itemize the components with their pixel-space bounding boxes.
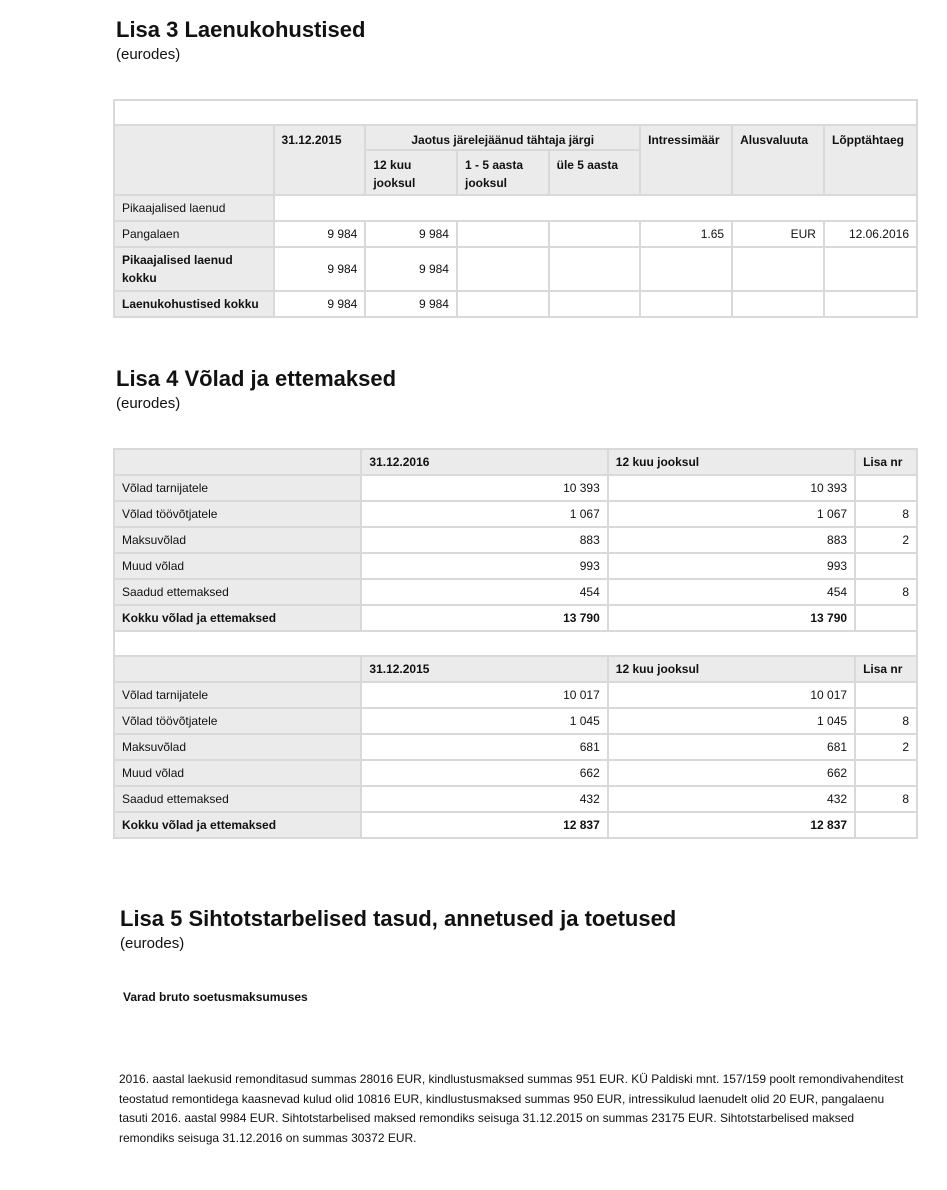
cell-value: 883 <box>361 527 607 553</box>
table-row <box>114 760 917 786</box>
table-row <box>114 812 917 838</box>
cell-rate: 1.65 <box>640 221 732 247</box>
cell-due <box>824 247 917 291</box>
lisa5-subtitle: (eurodes) <box>120 935 185 952</box>
cell-over5y <box>549 247 641 291</box>
cell-1-5y <box>457 221 549 247</box>
cell-12m: 883 <box>608 527 855 553</box>
cell-1-5y <box>457 247 549 291</box>
header-group: Jaotus järelejäänud tähtaja järgi <box>365 125 640 150</box>
cell-date-value: 9 984 <box>274 247 366 291</box>
header-empty <box>114 125 274 195</box>
row-label: Pangalaen <box>114 221 274 247</box>
section-label: Pikaajalised laenud <box>114 195 274 221</box>
cell-note: 8 <box>855 501 917 527</box>
cell-12m: 13 790 <box>608 605 855 631</box>
row-label: Kokku võlad ja ettemaksed <box>114 812 361 838</box>
header-1-5y: 1 - 5 aasta jooksul <box>457 150 549 195</box>
table-row <box>114 475 917 501</box>
table-row <box>114 291 917 317</box>
row-label: Pikaajalised laenud kokku <box>114 247 274 291</box>
cell-note <box>855 760 917 786</box>
payables-table <box>113 448 918 839</box>
cell-12m: 662 <box>608 760 855 786</box>
row-label: Saadud ettemaksed <box>114 579 361 605</box>
cell-note: 2 <box>855 734 917 760</box>
lisa4-subtitle: (eurodes) <box>116 395 181 412</box>
cell-over5y <box>549 291 641 317</box>
cell-12m: 681 <box>608 734 855 760</box>
table-row <box>114 579 917 605</box>
table-row <box>114 501 917 527</box>
row-label: Võlad tarnijatele <box>114 682 361 708</box>
cell-12m: 432 <box>608 786 855 812</box>
cell-value: 662 <box>361 760 607 786</box>
cell-12m: 10 017 <box>608 682 855 708</box>
cell-value: 13 790 <box>361 605 607 631</box>
table-blank-row <box>114 631 917 656</box>
header-12m: 12 kuu jooksul <box>365 150 457 195</box>
lisa4-title: Lisa 4 Võlad ja ettemaksed <box>116 366 397 391</box>
cell-note <box>855 475 917 501</box>
cell-over5y <box>549 221 641 247</box>
cell-value: 1 067 <box>361 501 607 527</box>
cell-rate <box>640 247 732 291</box>
table-row <box>114 553 917 579</box>
table-row <box>114 195 917 221</box>
header-currency: Alusvaluuta <box>732 125 824 195</box>
cell-note: 2 <box>855 527 917 553</box>
lisa3-subtitle: (eurodes) <box>116 46 181 63</box>
cell-12m: 12 837 <box>608 812 855 838</box>
row-label: Maksuvõlad <box>114 527 361 553</box>
row-label: Võlad töövõtjatele <box>114 708 361 734</box>
header-date: 31.12.2015 <box>361 656 607 682</box>
row-label: Maksuvõlad <box>114 734 361 760</box>
cell-value: 12 837 <box>361 812 607 838</box>
cell-currency <box>732 291 824 317</box>
cell-note <box>855 812 917 838</box>
cell-12m: 9 984 <box>365 247 457 291</box>
cell-due <box>824 291 917 317</box>
header-date: 31.12.2016 <box>361 449 607 475</box>
cell-note: 8 <box>855 579 917 605</box>
row-label: Kokku võlad ja ettemaksed <box>114 605 361 631</box>
notes-paragraph: 2016. aastal laekusid remonditasud summas 28016 EUR, kindlustusmaksed summas 951 EUR. KÜ Paldiski mnt. 157/159 poolt remondivahenditest teostatud remontidega kaasnevad kulud olid 10816 EUR, kindlustusmaksed summas 950 EUR, intressikulud laenudelt olid 20 EUR, pangalaenu tasuti 2016. aastal 9984 EUR. Sihtotstarbelised maksed remondiks seisuga 31.12.2015 on summas 23175 EUR. Sihtotstarbelised maksed remondiks seisuga 31.12.2016 on summas 30372 EUR. <box>119 1072 904 1145</box>
cell-currency: EUR <box>732 221 824 247</box>
cell-note <box>855 605 917 631</box>
cell-12m: 9 984 <box>365 291 457 317</box>
table-row <box>114 682 917 708</box>
row-label: Laenukohustised kokku <box>114 291 274 317</box>
header-note: Lisa nr <box>855 449 917 475</box>
lisa3-title: Lisa 3 Laenukohustised <box>116 17 366 42</box>
table-row <box>114 221 917 247</box>
header-due: Lõpptähtaeg <box>824 125 917 195</box>
table-blank-row <box>114 100 917 125</box>
header-rate: Intressimäär <box>640 125 732 195</box>
row-label: Saadud ettemaksed <box>114 786 361 812</box>
cell-date-value: 9 984 <box>274 291 366 317</box>
cell-value: 993 <box>361 553 607 579</box>
table-row <box>114 708 917 734</box>
table-row <box>114 247 917 291</box>
cell-note: 8 <box>855 786 917 812</box>
cell-12m: 10 393 <box>608 475 855 501</box>
table-row <box>114 734 917 760</box>
cell-currency <box>732 247 824 291</box>
cell-12m: 993 <box>608 553 855 579</box>
table-row <box>114 786 917 812</box>
row-label: Võlad töövõtjatele <box>114 501 361 527</box>
row-label: Võlad tarnijatele <box>114 475 361 501</box>
cell-note: 8 <box>855 708 917 734</box>
cell-value: 1 045 <box>361 708 607 734</box>
cell-rate <box>640 291 732 317</box>
header-12m: 12 kuu jooksul <box>608 449 855 475</box>
cell-12m: 9 984 <box>365 221 457 247</box>
row-label: Muud võlad <box>114 553 361 579</box>
cell-12m: 1 045 <box>608 708 855 734</box>
header-date: 31.12.2015 <box>274 125 366 195</box>
header-empty <box>114 656 361 682</box>
cell-date-value: 9 984 <box>274 221 366 247</box>
cell-12m: 454 <box>608 579 855 605</box>
cell-12m: 1 067 <box>608 501 855 527</box>
header-note: Lisa nr <box>855 656 917 682</box>
row-label: Muud võlad <box>114 760 361 786</box>
table-row <box>114 605 917 631</box>
header-over5y: üle 5 aasta <box>549 150 641 195</box>
lisa5-title: Lisa 5 Sihtotstarbelised tasud, annetused ja toetused <box>120 906 677 931</box>
assets-gross-label: Varad bruto soetusmaksumuses <box>123 990 308 1004</box>
header-empty <box>114 449 361 475</box>
cell-value: 454 <box>361 579 607 605</box>
header-12m: 12 kuu jooksul <box>608 656 855 682</box>
cell-note <box>855 682 917 708</box>
cell-value: 432 <box>361 786 607 812</box>
cell-1-5y <box>457 291 549 317</box>
table-row <box>114 527 917 553</box>
cell-value: 10 017 <box>361 682 607 708</box>
loan-liabilities-table <box>113 99 918 318</box>
cell-value: 10 393 <box>361 475 607 501</box>
cell-value: 681 <box>361 734 607 760</box>
cell-due: 12.06.2016 <box>824 221 917 247</box>
cell-note <box>855 553 917 579</box>
